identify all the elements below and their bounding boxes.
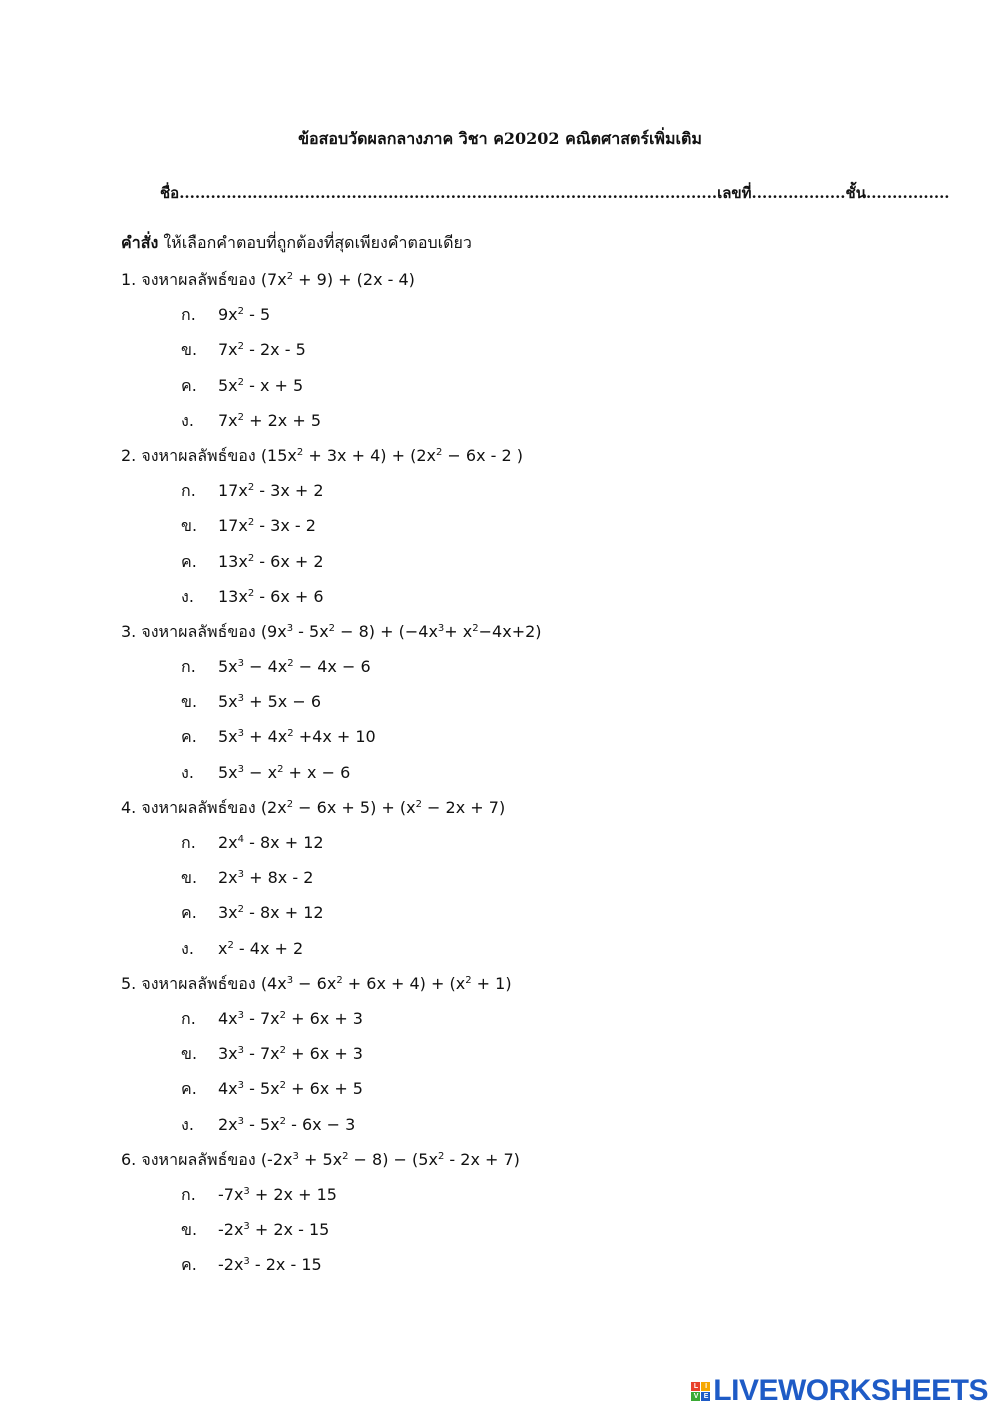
option-text: $5x^3 + 5x - 6$ bbox=[218, 692, 322, 712]
option-text: $-7x^3 + 2x + 15$ bbox=[218, 1184, 337, 1204]
option-mark: ก. bbox=[181, 657, 196, 677]
option-text: $2x^3 + 8x - 2$ bbox=[218, 868, 314, 888]
badge-tile: E bbox=[701, 1392, 710, 1401]
question-1-option-1 bbox=[121, 297, 941, 332]
question-4-option-4 bbox=[121, 931, 941, 966]
option-text: $7x^2 + 2x + 5$ bbox=[218, 410, 322, 430]
question-5-option-4 bbox=[121, 1107, 941, 1142]
option-text: $-2x^3 - 2x - 15$ bbox=[218, 1255, 322, 1275]
option-mark: ค. bbox=[181, 1255, 197, 1275]
instruction-text: ให้เลือกคำตอบที่ถูกต้องที่สุดเพียงคำตอบเดียว bbox=[158, 233, 472, 252]
option-text: $9x^2 - 5$ bbox=[218, 305, 271, 325]
badge-tile: L bbox=[691, 1382, 700, 1391]
option-text: $7x^2 - 2x - 5$ bbox=[218, 340, 306, 360]
instruction-lead: คำสั่ง bbox=[121, 233, 159, 252]
option-mark: ก. bbox=[181, 1008, 196, 1028]
question-3-stem: 3. จงหาผลลัพธ์ของ $(9x^3 - 5x^2 - 8) + (-4x^3+ x^2-4x+2)$ bbox=[121, 621, 542, 641]
option-mark: ง. bbox=[181, 762, 194, 782]
question-6-option-1 bbox=[121, 1177, 941, 1212]
badge-tile: I bbox=[701, 1382, 710, 1391]
question-5-option-1 bbox=[121, 1001, 941, 1036]
question-2-stem: 2. จงหาผลลัพธ์ของ $(15x^2 + 3x + 4) + (2x^2 - 6x - 2$ ) bbox=[121, 445, 524, 465]
question-5-stem: 5. จงหาผลลัพธ์ของ $(4x^3 - 6x^2 + 6x + 4) + (x^2 + 1)$ bbox=[121, 973, 512, 993]
question-2-option-1 bbox=[121, 473, 941, 508]
option-text: $3x^3 - 7x^2 + 6x + 3$ bbox=[218, 1044, 363, 1064]
liveworksheets-badge-icon bbox=[691, 1382, 710, 1401]
option-text: $5x^3 - 4x^2 - 4x - 6$ bbox=[218, 657, 371, 677]
question-2-option-2 bbox=[121, 508, 941, 543]
option-mark: ข. bbox=[181, 692, 198, 712]
question-4-stem: 4. จงหาผลลัพธ์ของ $(2x^2 - 6x + 5) + (x^2 - 2x + 7)$ bbox=[121, 797, 506, 817]
option-mark: ง. bbox=[181, 586, 194, 606]
option-text: $17x^2 - 3x + 2$ bbox=[218, 481, 324, 501]
question-list bbox=[121, 262, 941, 1282]
option-text: $-2x^3 + 2x - 15$ bbox=[218, 1220, 330, 1240]
option-text: $5x^3 + 4x^2 +4x + 10$ bbox=[218, 727, 376, 747]
option-text: $2x^3 - 5x^2 - 6x - 3$ bbox=[218, 1114, 356, 1134]
option-text: $13x^2 - 6x + 2$ bbox=[218, 551, 324, 571]
option-mark: ก. bbox=[181, 305, 196, 325]
option-text: $4x^3 - 7x^2 + 6x + 3$ bbox=[218, 1008, 363, 1028]
question-3-option-2 bbox=[121, 684, 941, 719]
question-4-option-3 bbox=[121, 895, 941, 930]
question-3-option-4 bbox=[121, 755, 941, 790]
option-mark: ก. bbox=[181, 833, 196, 852]
option-text: $5x^2 - x + 5$ bbox=[218, 375, 304, 395]
option-mark: ง. bbox=[181, 1114, 194, 1134]
question-6-stem: 6. จงหาผลลัพธ์ของ $(-2x^3 + 5x^2 - 8) - (5x^2 - 2x + 7)$ bbox=[121, 1149, 520, 1169]
badge-tile: V bbox=[691, 1392, 700, 1401]
question-1-stem: 1. จงหาผลลัพธ์ของ $(7x^2 + 9) + (2x - 4)$ bbox=[121, 270, 415, 289]
option-mark: ข. bbox=[181, 1044, 198, 1064]
option-mark: ค. bbox=[181, 903, 197, 923]
question-3-option-1 bbox=[121, 649, 941, 684]
option-text: $5x^3 - x^2 + x - 6$ bbox=[218, 762, 351, 782]
student-info-line: ชื่อ.......................................................................................................เลขที่..................ชั้น................ bbox=[160, 184, 950, 202]
option-mark: ค. bbox=[181, 375, 197, 395]
instruction bbox=[121, 231, 472, 256]
question-1-option-2 bbox=[121, 332, 941, 367]
question-5-option-3 bbox=[121, 1071, 941, 1106]
option-mark: ค. bbox=[181, 727, 197, 747]
question-6-option-2 bbox=[121, 1212, 941, 1247]
question-6-option-3 bbox=[121, 1247, 941, 1282]
option-text: $x^2 - 4x + 2$ bbox=[218, 938, 304, 958]
option-mark: ข. bbox=[181, 340, 198, 360]
option-text: $2x^4 - 8x + 12$ bbox=[218, 833, 324, 852]
option-mark: ค. bbox=[181, 551, 197, 571]
question-4-option-1 bbox=[121, 825, 941, 860]
option-mark: ข. bbox=[181, 516, 198, 536]
exam-title: ข้อสอบวัดผลกลางภาค วิชา ค20202 คณิตศาสตร์เพิ่มเติม bbox=[298, 129, 702, 148]
option-mark: ก. bbox=[181, 481, 196, 501]
question-1-option-3 bbox=[121, 368, 941, 403]
question-5-option-2 bbox=[121, 1036, 941, 1071]
option-mark: ข. bbox=[181, 868, 198, 888]
option-text: $17x^2 - 3x - 2$ bbox=[218, 516, 316, 536]
liveworksheets-logo-text: LIVEWORKSHEETS bbox=[713, 1374, 988, 1407]
question-3-option-3 bbox=[121, 719, 941, 754]
option-text: $13x^2 - 6x + 6$ bbox=[218, 586, 324, 606]
liveworksheets-logo bbox=[691, 1374, 988, 1408]
question-1-option-4 bbox=[121, 403, 941, 438]
option-mark: ง. bbox=[181, 410, 194, 430]
option-mark: ง. bbox=[181, 938, 194, 958]
option-text: $4x^3 - 5x^2 + 6x + 5$ bbox=[218, 1079, 363, 1099]
question-4-option-2 bbox=[121, 860, 941, 895]
option-mark: ค. bbox=[181, 1079, 197, 1099]
question-2-option-4 bbox=[121, 579, 941, 614]
option-mark: ก. bbox=[181, 1184, 196, 1204]
option-text: $3x^2 - 8x + 12$ bbox=[218, 903, 324, 923]
option-mark: ข. bbox=[181, 1220, 198, 1240]
question-2-option-3 bbox=[121, 544, 941, 579]
